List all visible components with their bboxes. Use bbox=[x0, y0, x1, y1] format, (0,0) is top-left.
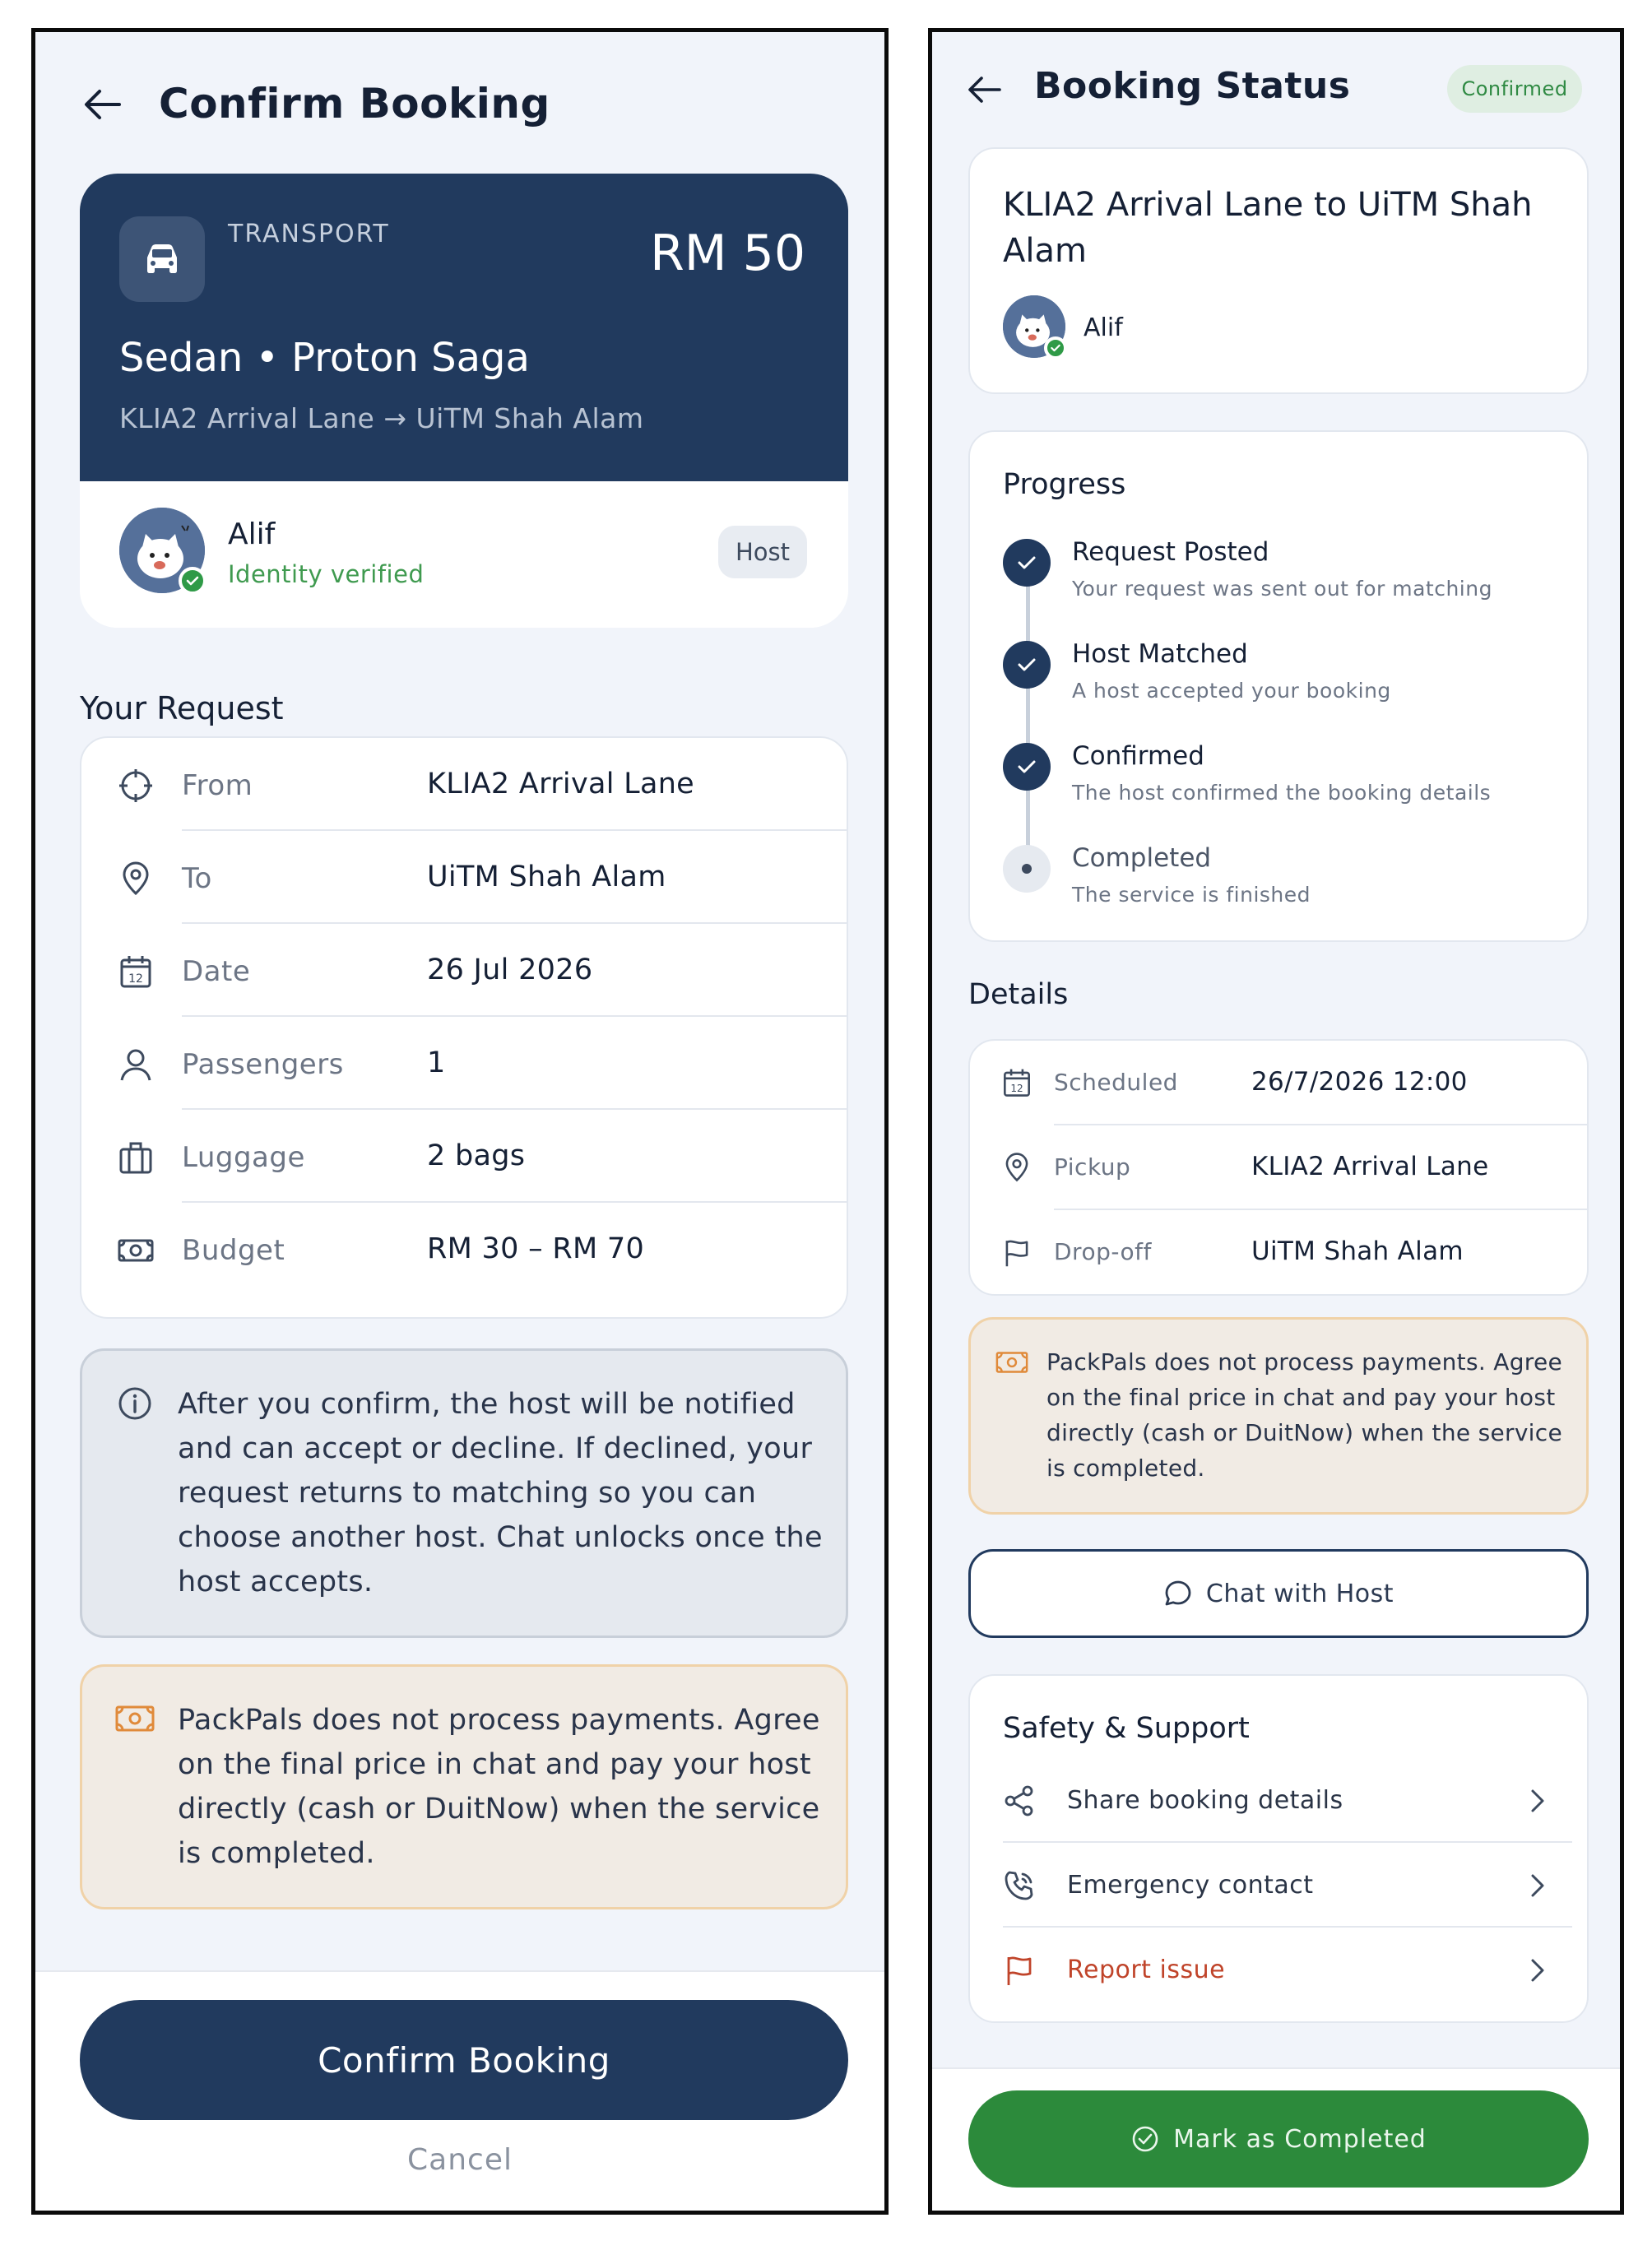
mark-completed-label: Mark as Completed bbox=[1173, 2124, 1427, 2154]
section-title-details: Details bbox=[968, 978, 1069, 1011]
map-pin-icon bbox=[118, 861, 154, 897]
verified-check-icon bbox=[179, 567, 206, 595]
request-label: Budget bbox=[182, 1234, 285, 1267]
request-label: Passengers bbox=[182, 1048, 344, 1081]
back-button[interactable] bbox=[80, 81, 126, 128]
step-description: The host confirmed the booking details bbox=[1072, 781, 1492, 805]
status-badge: Confirmed bbox=[1447, 65, 1582, 113]
safety-item-label: Emergency contact bbox=[1067, 1871, 1314, 1900]
progress-step bbox=[970, 736, 1587, 827]
verified-check-icon bbox=[1044, 336, 1067, 360]
trip-card bbox=[968, 147, 1589, 394]
request-value: 1 bbox=[427, 1046, 446, 1079]
request-value: 2 bags bbox=[427, 1139, 526, 1172]
status-footer bbox=[932, 2067, 1620, 2215]
request-value: KLIA2 Arrival Lane bbox=[427, 768, 695, 800]
service-summary-card bbox=[80, 174, 848, 628]
arrow-left-icon bbox=[80, 81, 126, 128]
step-description: A host accepted your booking bbox=[1072, 679, 1391, 703]
details-value: KLIA2 Arrival Lane bbox=[1251, 1152, 1489, 1181]
step-description: The service is finished bbox=[1072, 883, 1311, 907]
request-label: Luggage bbox=[182, 1141, 305, 1174]
car-icon bbox=[119, 216, 205, 302]
service-price: RM 50 bbox=[650, 225, 805, 282]
map-pin-icon bbox=[1001, 1152, 1032, 1183]
details-label: Drop-off bbox=[1054, 1238, 1152, 1265]
chevron-right-icon bbox=[1524, 1956, 1549, 1985]
mark-as-completed-button[interactable] bbox=[968, 2090, 1589, 2188]
info-icon bbox=[117, 1385, 153, 1422]
back-button[interactable] bbox=[965, 70, 1005, 109]
request-value: 26 Jul 2026 bbox=[427, 953, 593, 986]
share-booking-details-item[interactable] bbox=[970, 1758, 1587, 1843]
request-row-luggage bbox=[81, 1110, 847, 1203]
request-row-passengers bbox=[81, 1017, 847, 1110]
request-row-from bbox=[81, 738, 847, 831]
page-title: Confirm Booking bbox=[159, 80, 550, 128]
confirm-booking-screen bbox=[31, 28, 889, 2215]
chevron-right-icon bbox=[1524, 1871, 1549, 1900]
request-value: RM 30 – RM 70 bbox=[427, 1232, 645, 1265]
check-circle-icon bbox=[1130, 2124, 1160, 2154]
identity-verified-label: Identity verified bbox=[228, 560, 425, 588]
details-row-dropoff bbox=[970, 1210, 1587, 1295]
chat-bubble-icon bbox=[1163, 1579, 1193, 1608]
service-category: TRANSPORT bbox=[228, 220, 390, 248]
section-title-your-request: Your Request bbox=[80, 690, 284, 726]
request-details-card bbox=[80, 736, 848, 1319]
chat-with-host-button[interactable] bbox=[968, 1549, 1589, 1638]
luggage-icon bbox=[118, 1139, 154, 1176]
request-row-budget bbox=[81, 1203, 847, 1296]
report-issue-item[interactable] bbox=[970, 1928, 1587, 2012]
step-title: Completed bbox=[1072, 843, 1212, 873]
request-row-to bbox=[81, 831, 847, 924]
flag-icon bbox=[1001, 1236, 1032, 1268]
trip-title: KLIA2 Arrival Lane to UiTM Shah Alam bbox=[1003, 186, 1533, 270]
share-icon bbox=[1003, 1784, 1036, 1817]
host-role-badge: Host bbox=[718, 526, 807, 578]
service-summary-header bbox=[80, 174, 848, 481]
calendar-icon bbox=[1001, 1067, 1032, 1098]
confirmation-info-notice bbox=[80, 1348, 848, 1638]
progress-title: Progress bbox=[1003, 468, 1126, 501]
details-label: Scheduled bbox=[1054, 1069, 1178, 1096]
request-row-date bbox=[81, 924, 847, 1017]
arrow-left-icon bbox=[965, 70, 1005, 109]
confirm-booking-button[interactable]: Confirm Booking bbox=[80, 2000, 848, 2120]
payment-notice-text: PackPals does not process payments. Agree on the final price in chat and pay your host directly (cash or DuitNow) when the service is completed. bbox=[178, 1704, 820, 1870]
safety-support-card bbox=[968, 1674, 1589, 2023]
cancel-button[interactable]: Cancel bbox=[407, 2143, 513, 2177]
details-value: 26/7/2026 12:00 bbox=[1251, 1067, 1468, 1097]
cash-icon bbox=[115, 1705, 155, 1733]
crosshair-icon bbox=[118, 768, 154, 804]
avatar bbox=[119, 508, 205, 593]
host-name: Alif bbox=[1084, 313, 1123, 342]
booking-status-screen bbox=[928, 28, 1624, 2215]
step-title: Host Matched bbox=[1072, 639, 1248, 669]
confirm-header bbox=[35, 32, 884, 180]
route-summary: KLIA2 Arrival Lane → UiTM Shah Alam bbox=[119, 402, 644, 434]
request-label: To bbox=[182, 862, 212, 895]
cash-icon bbox=[118, 1232, 154, 1269]
svg-text:12: 12 bbox=[1010, 1083, 1023, 1095]
check-icon bbox=[1003, 539, 1051, 587]
check-icon bbox=[1003, 743, 1051, 791]
details-value: UiTM Shah Alam bbox=[1251, 1236, 1464, 1266]
request-label: From bbox=[182, 769, 253, 802]
safety-title: Safety & Support bbox=[1003, 1712, 1250, 1745]
payment-notice bbox=[968, 1317, 1589, 1515]
emergency-contact-item[interactable] bbox=[970, 1843, 1587, 1928]
safety-item-label: Report issue bbox=[1067, 1956, 1226, 1984]
step-title: Request Posted bbox=[1072, 537, 1269, 567]
safety-item-label: Share booking details bbox=[1067, 1786, 1343, 1815]
cash-icon bbox=[995, 1351, 1028, 1374]
payment-notice-text: PackPals does not process payments. Agree on the final price in chat and pay your host directly (cash or DuitNow) when the service is completed. bbox=[1046, 1348, 1563, 1482]
host-row[interactable] bbox=[80, 481, 848, 628]
details-row-pickup bbox=[970, 1125, 1587, 1210]
calendar-icon bbox=[118, 953, 154, 990]
request-label: Date bbox=[182, 955, 251, 988]
progress-step bbox=[970, 532, 1587, 623]
details-card bbox=[968, 1039, 1589, 1296]
chat-button-label: Chat with Host bbox=[1205, 1579, 1394, 1608]
progress-card bbox=[968, 430, 1589, 942]
info-notice-text: After you confirm, the host will be notified and can accept or decline. If declined, your request returns to matching so you can choose another host. Chat unlocks once the host accepts. bbox=[178, 1388, 823, 1598]
phone-icon bbox=[1003, 1869, 1036, 1902]
progress-step bbox=[970, 634, 1587, 725]
progress-step bbox=[970, 838, 1587, 929]
flag-icon bbox=[1003, 1954, 1036, 1987]
host-name: Alif bbox=[228, 517, 276, 551]
svg-text:12: 12 bbox=[128, 972, 143, 986]
confirm-footer bbox=[35, 1970, 884, 2215]
avatar bbox=[1003, 295, 1065, 358]
payment-notice bbox=[80, 1664, 848, 1909]
vehicle-name: Sedan • Proton Saga bbox=[119, 335, 530, 381]
check-icon bbox=[1003, 641, 1051, 689]
step-description: Your request was sent out for matching bbox=[1072, 577, 1492, 601]
request-value: UiTM Shah Alam bbox=[427, 861, 666, 893]
person-icon bbox=[118, 1046, 154, 1083]
chevron-right-icon bbox=[1524, 1786, 1549, 1816]
pending-dot-icon bbox=[1003, 845, 1051, 893]
page-title: Booking Status bbox=[1034, 65, 1351, 107]
details-label: Pickup bbox=[1054, 1153, 1131, 1181]
details-row-scheduled bbox=[970, 1041, 1587, 1125]
step-title: Confirmed bbox=[1072, 741, 1204, 771]
